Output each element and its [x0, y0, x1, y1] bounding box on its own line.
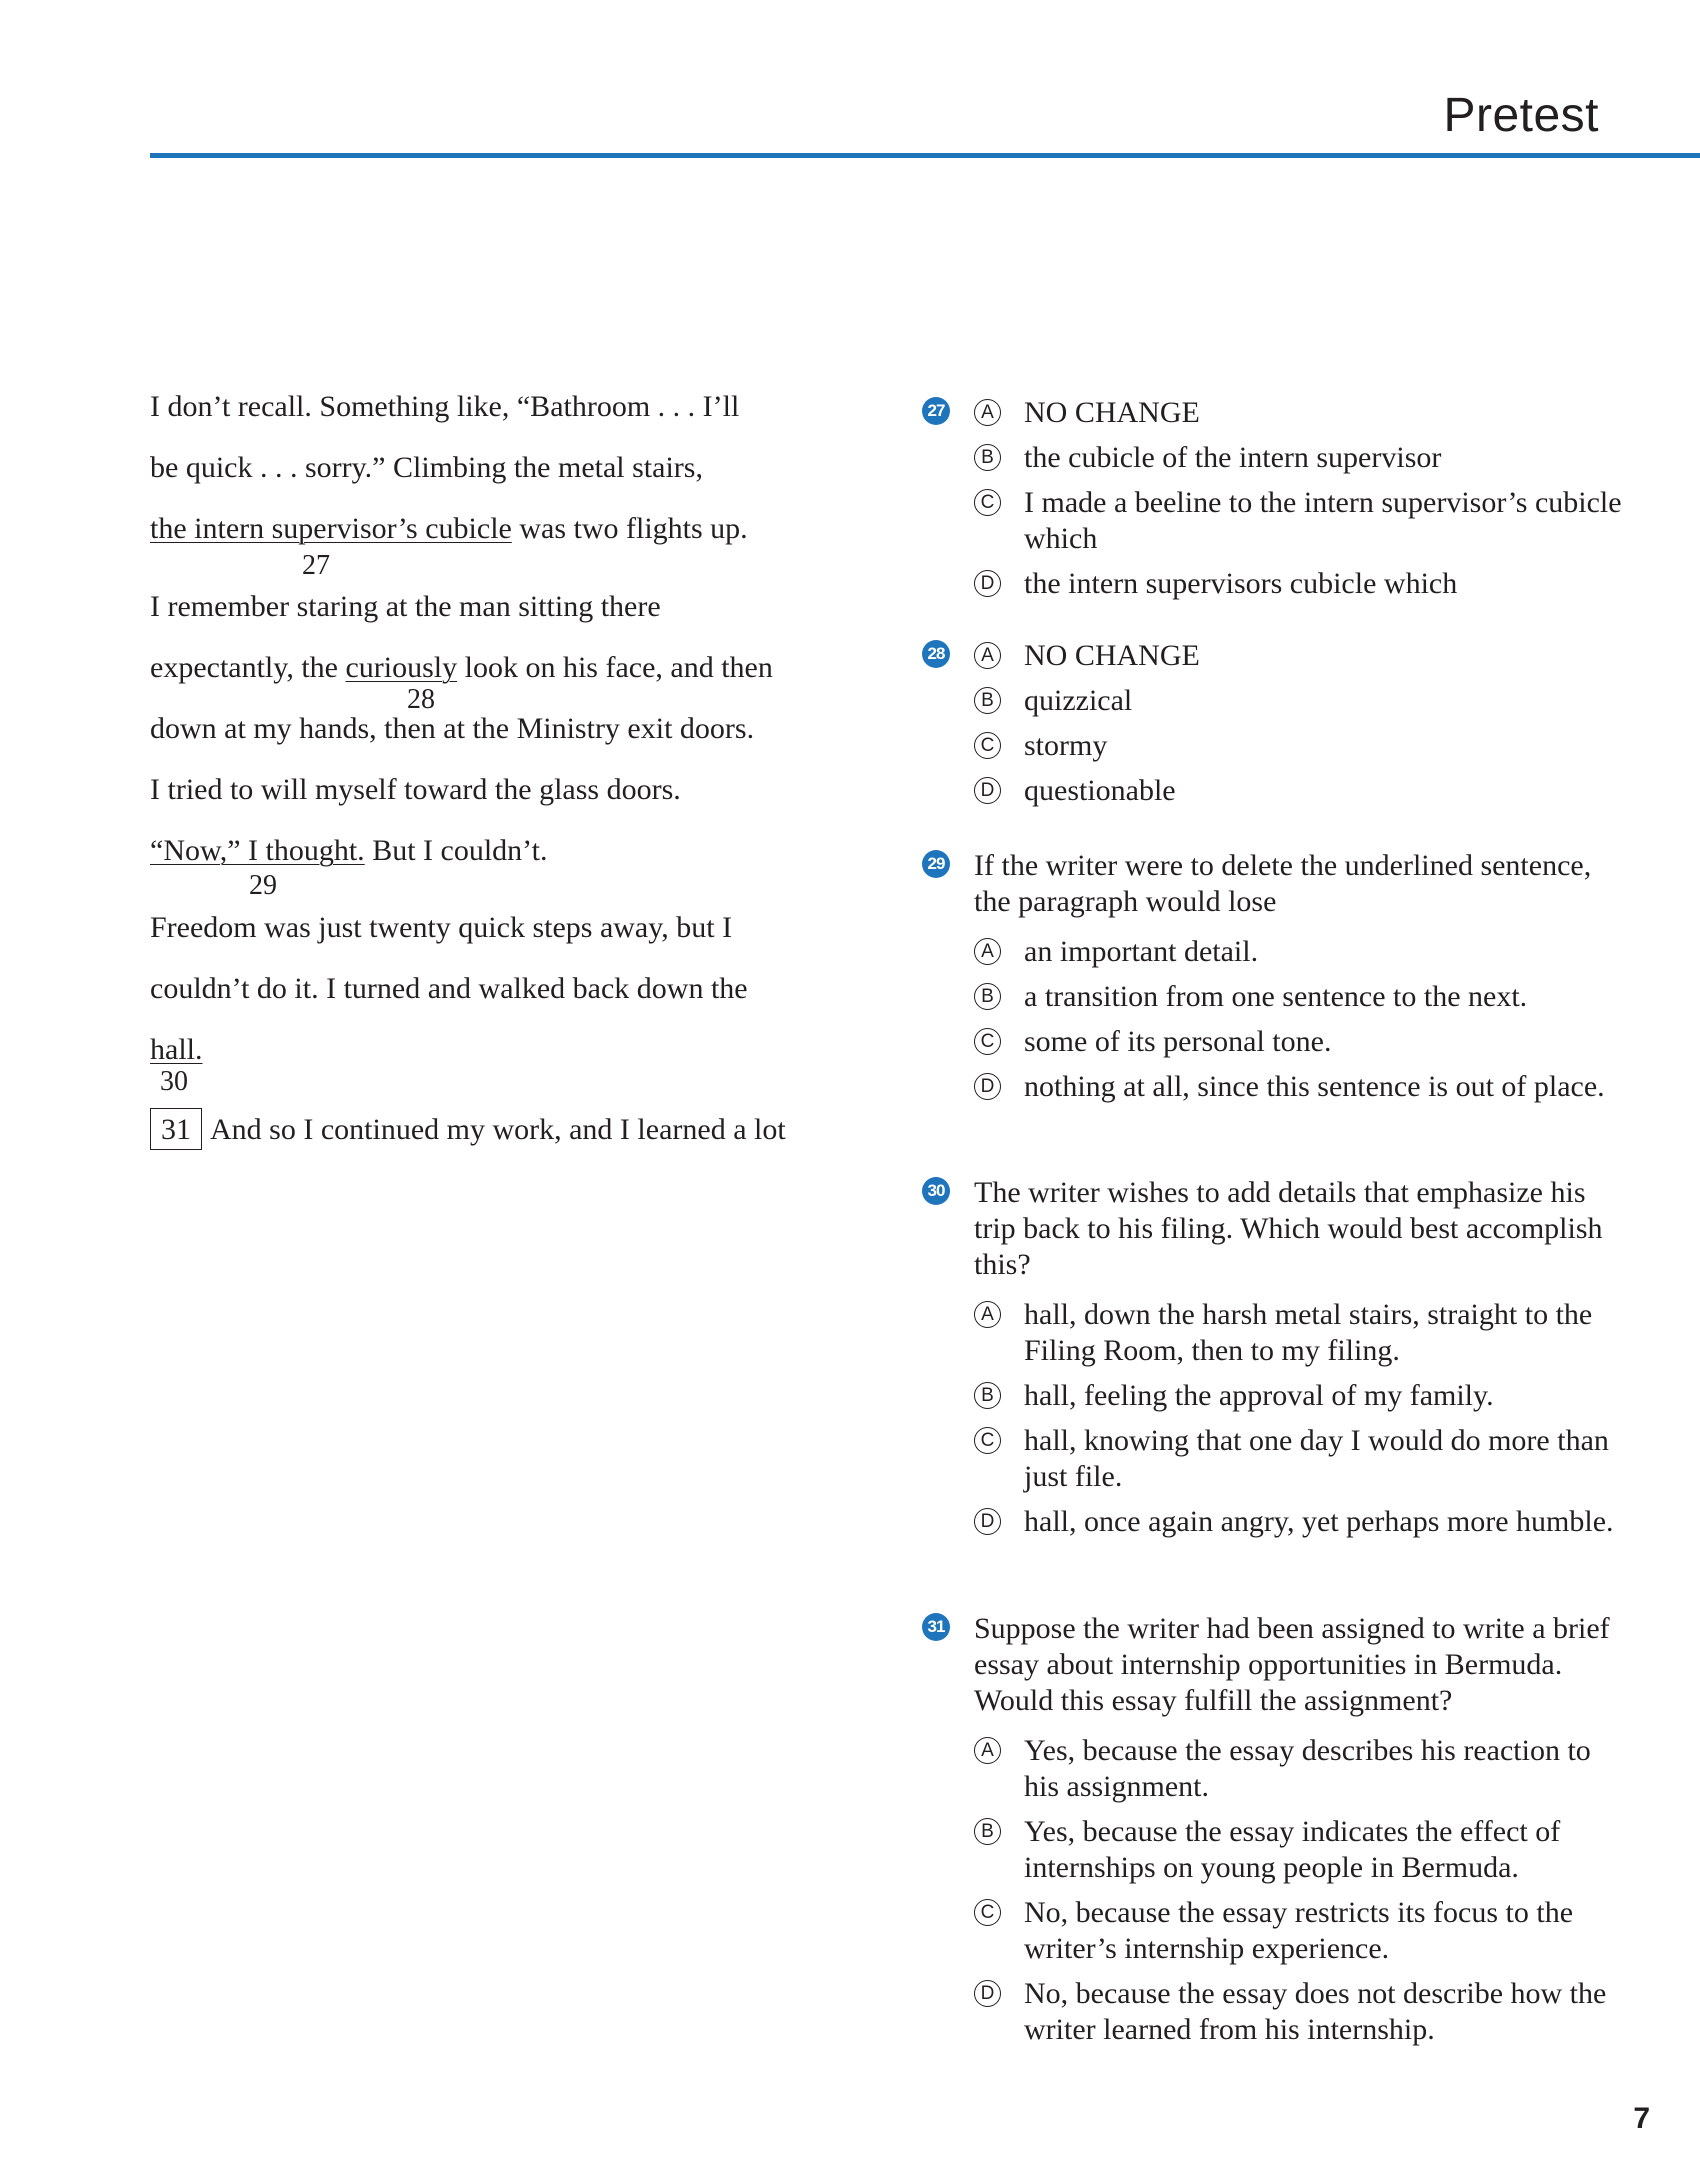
option-text: an important detail.	[1024, 935, 1259, 968]
option-text: a transition from one sentence to the next.	[1024, 980, 1528, 1013]
option-text: hall, down the harsh metal stairs, straight to the Filing Room, then to my filing.	[1024, 1298, 1593, 1367]
letter-a-icon: A	[974, 1737, 1001, 1764]
answer-option[interactable]	[974, 1814, 1622, 1886]
option-text: No, because the essay restricts its focus to the writer’s internship experience.	[1024, 1896, 1574, 1965]
answer-option[interactable]	[974, 1069, 1622, 1105]
passage-line	[150, 834, 547, 868]
passage-line: Freedom was just twenty quick steps away, but I	[150, 911, 733, 944]
letter-d-icon: D	[974, 570, 1001, 597]
letter-b-icon: B	[974, 1382, 1001, 1409]
question-number-badge: 30	[922, 1177, 950, 1205]
option-text: hall, knowing that one day I would do more than just file.	[1024, 1424, 1609, 1493]
answer-option[interactable]	[974, 934, 1622, 970]
option-text: NO CHANGE	[1024, 639, 1200, 672]
letter-a-icon: A	[974, 938, 1001, 965]
option-text: hall, once again angry, yet perhaps more humble.	[1024, 1505, 1614, 1538]
header-rule	[150, 153, 1700, 158]
item-number-27: 27	[302, 550, 330, 581]
option-text: I made a beeline to the intern supervisor’s cubicle which	[1024, 486, 1622, 555]
answer-option[interactable]	[974, 1504, 1622, 1540]
letter-d-icon: D	[974, 777, 1001, 804]
letter-d-icon: D	[974, 1073, 1001, 1100]
letter-a-icon: A	[974, 642, 1001, 669]
passage-line: I don’t recall. Something like, “Bathroom . . . I’ll	[150, 390, 740, 423]
answer-option[interactable]	[974, 566, 1622, 602]
answer-option[interactable]	[974, 440, 1622, 476]
option-text: quizzical	[1024, 684, 1133, 717]
letter-c-icon: C	[974, 1028, 1001, 1055]
page-number: 7	[1633, 2102, 1650, 2135]
passage-line	[150, 651, 773, 685]
option-text: the cubicle of the intern supervisor	[1024, 441, 1442, 474]
letter-b-icon: B	[974, 1818, 1001, 1845]
passage-line	[150, 512, 748, 546]
passage-line: down at my hands, then at the Ministry exit doors.	[150, 712, 755, 745]
question-number-badge: 29	[922, 850, 950, 878]
option-text: stormy	[1024, 729, 1108, 762]
letter-a-icon: A	[974, 1301, 1001, 1328]
option-text: Yes, because the essay describes his reaction to his assignment.	[1024, 1734, 1591, 1803]
option-text: hall, feeling the approval of my family.	[1024, 1379, 1494, 1412]
option-text: Yes, because the essay indicates the effect of internships on young people in Bermuda.	[1024, 1815, 1561, 1884]
question-stem: If the writer were to delete the underlined sentence, the paragraph would lose	[974, 849, 1592, 918]
passage-line	[150, 1108, 786, 1150]
passage-line: I tried to will myself toward the glass doors.	[150, 773, 681, 806]
letter-c-icon: C	[974, 1427, 1001, 1454]
passage-line: couldn’t do it. I turned and walked back down the	[150, 972, 748, 1005]
question-29	[922, 848, 1622, 1105]
question-number-badge: 28	[922, 640, 950, 668]
letter-c-icon: C	[974, 732, 1001, 759]
passage-text: was two flights up.	[511, 512, 748, 545]
question-number-badge: 27	[922, 397, 950, 425]
page-header-title: Pretest	[1443, 89, 1599, 142]
answer-option[interactable]	[974, 1895, 1622, 1967]
answer-option[interactable]	[974, 773, 1622, 809]
option-text: No, because the essay does not describe how the writer learned from his internship.	[1024, 1977, 1607, 2046]
answer-option[interactable]	[974, 485, 1622, 557]
question-31	[922, 1611, 1622, 2048]
passage-text: But I couldn’t.	[364, 834, 548, 867]
letter-d-icon: D	[974, 1980, 1001, 2007]
answer-option[interactable]	[974, 1976, 1622, 2048]
item-number-28: 28	[407, 684, 435, 715]
answer-option[interactable]	[974, 395, 1622, 431]
option-text: NO CHANGE	[1024, 396, 1200, 429]
passage-text: look on his face, and then	[457, 651, 773, 684]
letter-b-icon: B	[974, 444, 1001, 471]
question-stem: The writer wishes to add details that emphasize his trip back to his filing. Which would best accomplish this?	[974, 1176, 1603, 1281]
option-text: questionable	[1024, 774, 1176, 807]
answer-option[interactable]	[974, 979, 1622, 1015]
letter-c-icon: C	[974, 1899, 1001, 1926]
answer-option[interactable]	[974, 638, 1622, 674]
option-text: some of its personal tone.	[1024, 1025, 1332, 1058]
question-27	[922, 395, 1622, 602]
answer-option[interactable]	[974, 1297, 1622, 1369]
item-number-30: 30	[160, 1066, 188, 1097]
option-text: nothing at all, since this sentence is out of place.	[1024, 1070, 1605, 1103]
answer-option[interactable]	[974, 1423, 1622, 1495]
question-30	[922, 1175, 1622, 1540]
answer-option[interactable]	[974, 728, 1622, 764]
question-28	[922, 638, 1622, 809]
option-text: the intern supervisors cubicle which	[1024, 567, 1458, 600]
boxed-item-number-31: 31	[150, 1108, 202, 1150]
answer-option[interactable]	[974, 683, 1622, 719]
letter-a-icon: A	[974, 399, 1001, 426]
question-stem: Suppose the writer had been assigned to write a brief essay about internship opportunities in Bermuda. Would this essay fulfill the assignment?	[974, 1612, 1610, 1717]
passage-text: expectantly, the	[150, 651, 346, 684]
letter-b-icon: B	[974, 687, 1001, 714]
letter-b-icon: B	[974, 983, 1001, 1010]
passage-text: And so I continued my work, and I learned a lot	[210, 1113, 786, 1146]
passage-line: be quick . . . sorry.” Climbing the metal stairs,	[150, 451, 703, 484]
item-number-29: 29	[249, 870, 277, 901]
underlined-sentence-29: “Now,” I thought.	[150, 834, 365, 867]
letter-c-icon: C	[974, 489, 1001, 516]
question-number-badge: 31	[922, 1613, 950, 1641]
underlined-phrase-27: the intern supervisor’s cubicle	[150, 512, 512, 545]
passage-line	[150, 1033, 203, 1067]
underlined-word-28: curiously	[345, 651, 458, 684]
answer-option[interactable]	[974, 1378, 1622, 1414]
answer-option[interactable]	[974, 1024, 1622, 1060]
underlined-word-30: hall.	[150, 1033, 203, 1066]
answer-option[interactable]	[974, 1733, 1622, 1805]
letter-d-icon: D	[974, 1508, 1001, 1535]
passage-line: I remember staring at the man sitting there	[150, 590, 661, 623]
